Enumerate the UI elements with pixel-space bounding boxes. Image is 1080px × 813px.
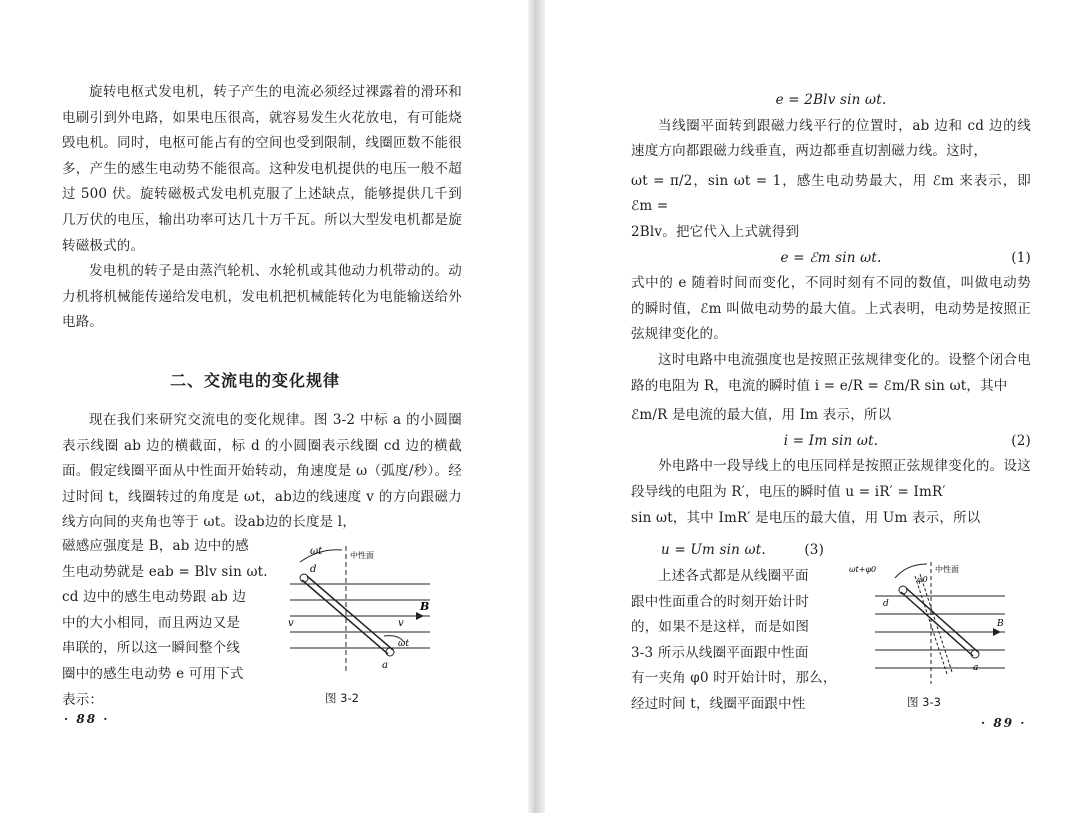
label-v: v — [288, 618, 294, 629]
paragraph: 当线圈平面转到跟磁力线平行的位置时，ab 边和 cd 边的线速度方向都跟磁力线垂直，两边都垂直切割磁力线。这时， — [631, 117, 1031, 160]
text-line: 有一夹角 φ0 时开始计时，那么， — [631, 670, 837, 687]
label-omega-t: ωt — [398, 639, 409, 649]
label-B: B — [997, 619, 1004, 629]
label-phi0: φ0 — [917, 575, 928, 584]
coil-edge — [307, 576, 393, 650]
label-omega-t: ωt — [310, 546, 323, 557]
paragraph: 现在我们来研究交流电的变化规律。图 3-2 中标 a 的小圆圈表示线圈 ab 边的横截面，标 d 的小圆圈表示线圈 cd 边的横截面。假定线圈平面从中性面开始转动，角速度是 ω（弧度/秒）。经过时间 t，线圈转过的角度是 ωt，ab边的线速度 v 的方向跟磁力线方向间的夹角也等于 ωt。设ab边的长度是 l， — [62, 412, 462, 531]
equation-number: (1) — [1011, 249, 1031, 266]
right-text — [631, 88, 1031, 531]
book-gutter — [528, 0, 545, 813]
coil-a-circle — [386, 648, 394, 656]
paragraph: 旋转电枢式发电机，转子产生的电流必须经过裸露着的滑环和电刷引到外电路，如果电压很高，就容易发生火花放电，有可能烧毁电机。同时，电枢可能占有的空间也受到限制，线圈匝数不能很多，产生的感生电动势不能很高。这种发电机提供的电压一般不超过 500 伏。旋转磁极式发电机克服了上述缺点，能够提供几千到几万伏的电压，输出功率可达几十万千瓦。所以大型发电机都是旋转磁极式的。 — [62, 84, 462, 254]
figure-3-3 — [845, 556, 1020, 686]
text-line: sin ωt，其中 ImR′ 是电压的最大值，用 Um 表示，所以 — [631, 509, 981, 526]
text-line: 2Blv。把它代入上式就得到 — [631, 223, 800, 240]
equation-2 — [631, 429, 1031, 455]
paragraph: 外电路中一段导线上的电压同样是按照正弦规律变化的。设这段导线的电阻为 R′，电压的瞬时值 u = iR′ = ImR′ — [631, 458, 1031, 500]
text-line: ℰm/R 是电流的最大值，用 Im 表示，所以 — [631, 407, 892, 424]
section-heading: 二、交流电的变化规律 — [170, 371, 341, 390]
field-arrow — [993, 628, 1001, 636]
wrap-text — [631, 564, 837, 718]
text-line: 3-3 所示从线圈平面跟中性面 — [631, 644, 809, 661]
label-neutral-plane: 中性面 — [935, 565, 959, 574]
text-line: 的，如果不是这样，而是如图 — [631, 619, 810, 636]
paragraph: 这时电路中电流强度也是按照正弦规律变化的。设整个闭合电路的电阻为 R，电流的瞬时值 i = e/R = ℰm/R sin ωt，其中 — [631, 351, 1031, 394]
label-angle: ωt+φ0 — [849, 565, 877, 574]
text-line: 串联的，所以这一瞬间整个线 — [62, 640, 241, 657]
text-line: 中的大小相同，而且两边又是 — [62, 614, 241, 631]
paragraph: 发电机的转子是由蒸汽轮机、水轮机或其他动力机带动的。动力机将机械能传递给发电机，发电机把机械能转化为电能输送给外电路。 — [62, 263, 462, 331]
left-page — [0, 0, 528, 813]
label-B: B — [420, 600, 430, 613]
left-intro-text — [62, 80, 462, 336]
label-neutral-plane: 中性面 — [350, 551, 374, 560]
text-line: 经过时间 t，线圈平面跟中性 — [631, 695, 806, 712]
equation-text: i = Im sin ωt. — [783, 432, 879, 449]
label-d: d — [883, 599, 889, 609]
text-line: 磁感应强度是 B，ab 边中的感 — [62, 538, 249, 554]
equation-text: e = ℰm sin ωt. — [780, 249, 882, 266]
text-line: 上述各式都是从线圈平面 — [658, 568, 809, 584]
figure-caption: 图 3-2 — [325, 691, 359, 705]
coil-edge — [901, 592, 973, 656]
equation-line — [661, 538, 841, 564]
figure-caption: 图 3-3 — [907, 695, 941, 709]
text-line: ωt = π/2，sin ωt = 1，感生电动势最大，用 ℰm 来表示，即 ℰm = — [631, 172, 1031, 215]
text-line: 跟中性面重合的时刻开始计时 — [631, 593, 810, 610]
equation-3 — [661, 538, 841, 564]
initial-coil-position — [920, 574, 952, 672]
text-line: 表示： — [62, 691, 104, 708]
equation-number: (3) — [804, 542, 825, 558]
label-v: v — [398, 618, 404, 629]
equation-1 — [631, 246, 1031, 272]
text-line: 生电动势就是 eab = Blv sin ωt. — [62, 563, 268, 580]
right-page — [545, 0, 1080, 813]
text-line: cd 边中的感生电动势跟 ab 边 — [62, 589, 247, 606]
field-arrow — [416, 612, 424, 620]
equation-number: (2) — [1011, 432, 1031, 449]
equation-text: u = Um sin ωt. — [661, 542, 766, 558]
section-text — [62, 408, 462, 536]
text-line: 圈中的感生电动势 e 可用下式 — [62, 665, 244, 682]
paragraph: 式中的 e 随着时间而变化，不同时刻有不同的数值，叫做电动势的瞬时值，ℰm 叫做电动势的最大值。上式表明，电动势是按照正弦规律变化的。 — [631, 275, 1031, 343]
coil-edge — [302, 580, 388, 654]
wrap-text — [62, 534, 272, 713]
label-d: d — [310, 564, 317, 575]
page-number: · 89 · — [981, 716, 1027, 730]
equation: e = 2Blv sin ωt. — [775, 92, 887, 108]
coil-a-circle — [971, 650, 979, 658]
label-a: a — [973, 663, 979, 673]
label-a: a — [382, 660, 388, 671]
page-number: · 88 · — [64, 712, 110, 726]
figure-3-2 — [280, 538, 440, 678]
